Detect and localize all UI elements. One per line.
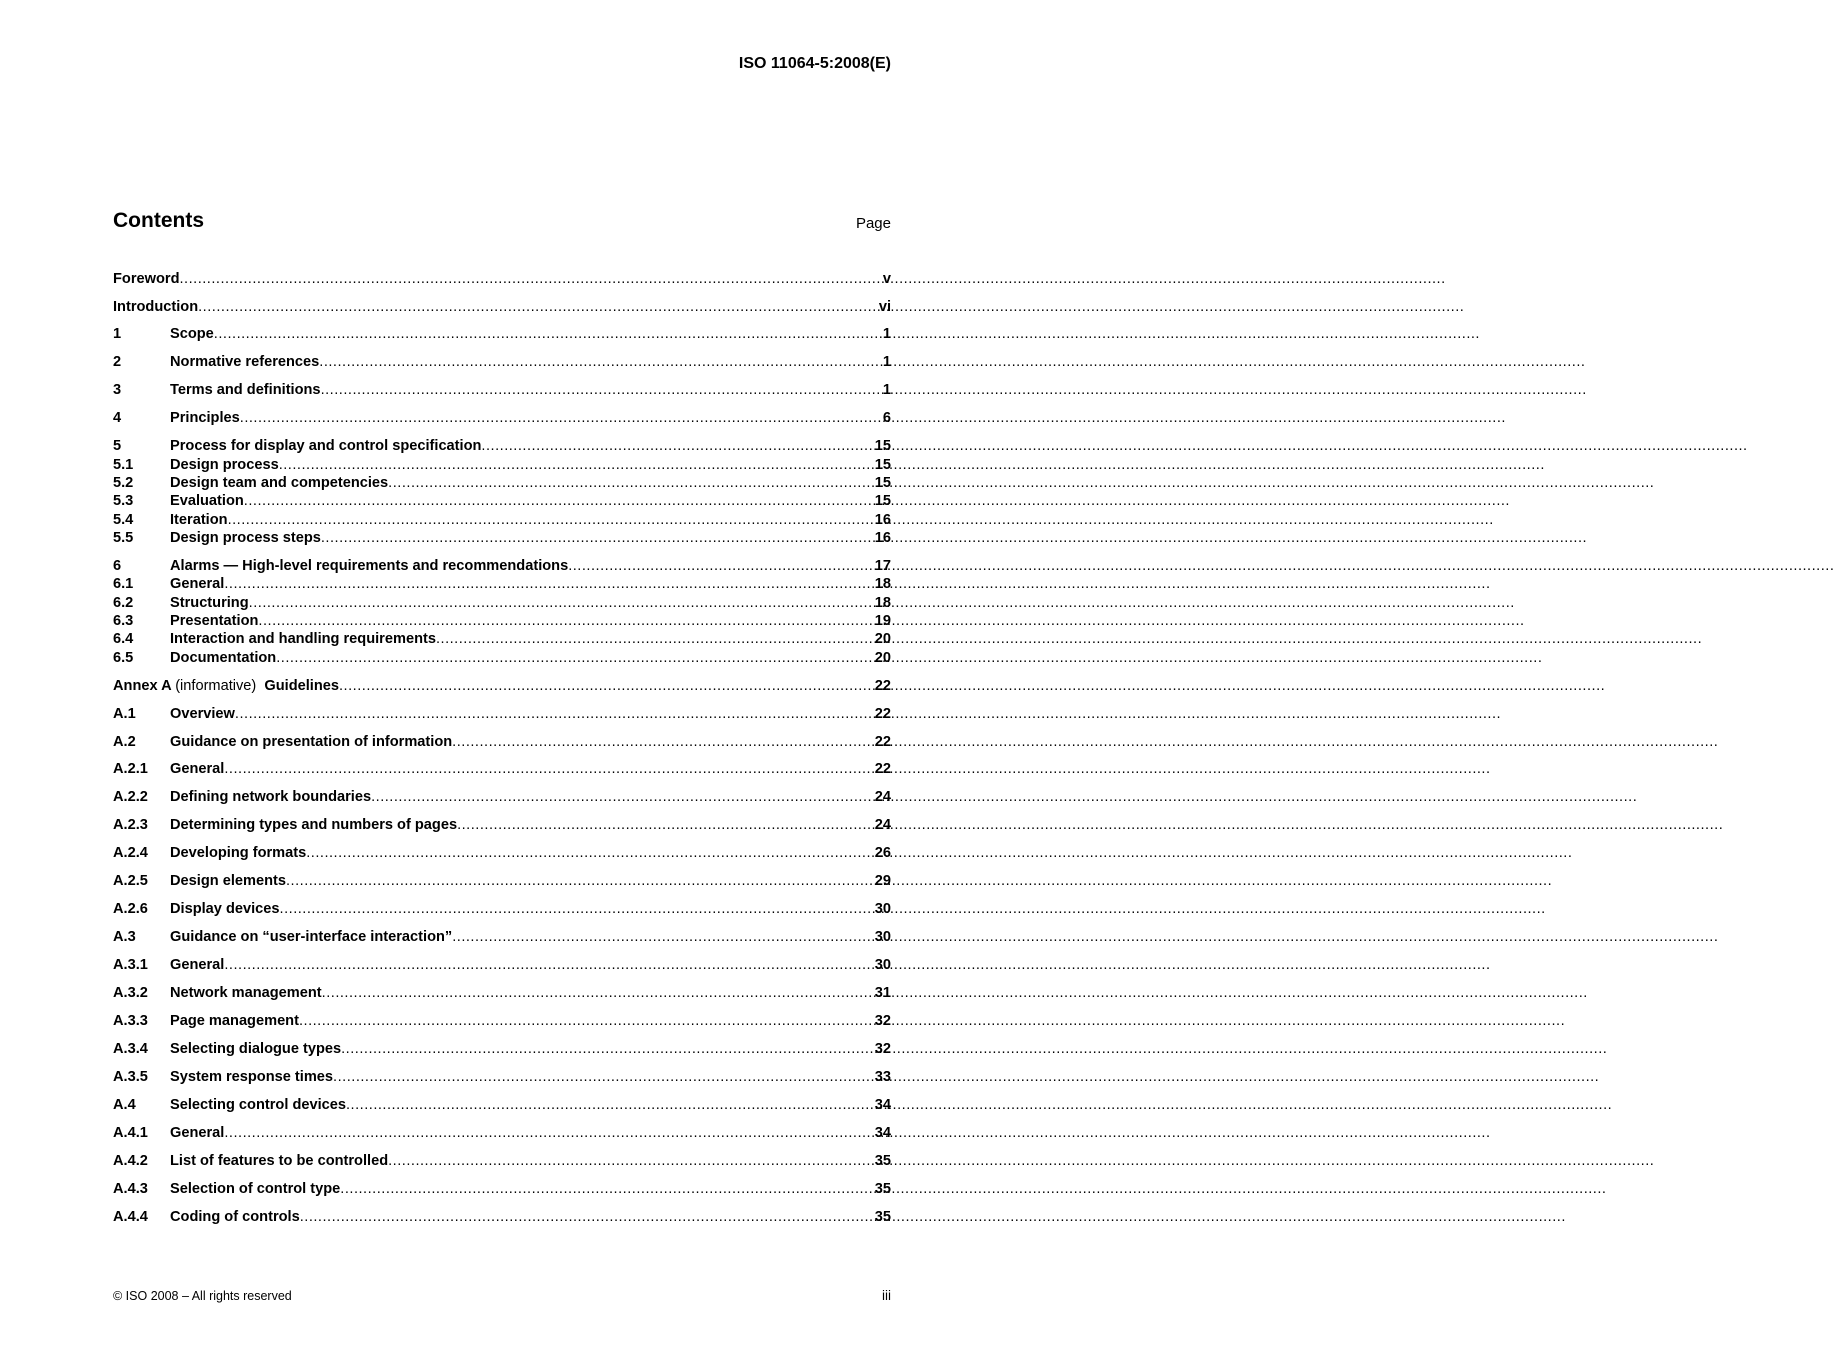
toc-entry-title: Evaluation: [170, 493, 244, 509]
toc-entry-page: 32: [874, 1041, 891, 1057]
toc-entry[interactable]: [113, 456, 891, 475]
toc-entry-title: Structuring: [170, 595, 249, 611]
toc-entry-number: 6.1: [113, 576, 134, 592]
toc-entry[interactable]: [113, 557, 891, 576]
toc-entry[interactable]: [113, 872, 891, 891]
toc-entry[interactable]: [113, 1012, 891, 1031]
toc-entry-number: 2: [113, 354, 122, 370]
toc-entry-page: 24: [874, 817, 891, 833]
dot-leader: [321, 529, 873, 548]
toc-entry-title: Display devices: [170, 901, 280, 917]
toc-entry-title: List of features to be controlled: [170, 1153, 389, 1169]
dot-leader: [436, 630, 873, 649]
toc-entry-page: 22: [874, 761, 891, 777]
toc-entry[interactable]: [113, 760, 891, 779]
toc-entry-number: A.1: [113, 706, 136, 722]
toc-entry[interactable]: [113, 511, 891, 530]
dot-leader: [214, 325, 881, 344]
toc-entry-title: Coding of controls: [170, 1209, 300, 1225]
toc-entry-page: 24: [874, 789, 891, 805]
table-of-contents: [113, 0, 891, 1345]
toc-entry-title: Documentation: [170, 650, 277, 666]
toc-entry[interactable]: [113, 733, 891, 752]
toc-entry-title: Defining network boundaries: [170, 789, 372, 805]
toc-entry-number: A.2.4: [113, 845, 148, 861]
toc-entry-page: 17: [874, 558, 891, 574]
dot-leader: [179, 270, 880, 289]
dot-leader: [244, 492, 873, 511]
toc-entry-number: 1: [113, 326, 122, 342]
toc-entry-title: Guidance on “user-interface interaction”: [170, 929, 453, 945]
contents-heading: Contents: [113, 209, 204, 232]
toc-entry-title: Determining types and numbers of pages: [170, 817, 458, 833]
dot-leader: [276, 649, 873, 668]
toc-entry[interactable]: [113, 298, 891, 317]
toc-entry-title: General: [170, 1125, 225, 1141]
toc-entry-number: A.2.3: [113, 817, 148, 833]
dot-leader: [341, 1040, 873, 1059]
toc-entry[interactable]: [113, 1040, 891, 1059]
toc-entry-page: 15: [874, 493, 891, 509]
toc-entry-number: A.4.2: [113, 1153, 148, 1169]
toc-entry-page: 35: [874, 1209, 891, 1225]
toc-entry[interactable]: [113, 1068, 891, 1087]
toc-entry[interactable]: [113, 409, 891, 428]
toc-entry[interactable]: [113, 630, 891, 649]
toc-entry[interactable]: [113, 788, 891, 807]
toc-entry-title: Selecting dialogue types: [170, 1041, 342, 1057]
dot-leader: [452, 733, 873, 752]
dot-leader: [346, 1096, 873, 1115]
toc-entry[interactable]: [113, 705, 891, 724]
toc-entry-page: v: [882, 271, 891, 287]
toc-entry-title: Interaction and handling requirements: [170, 631, 436, 647]
dot-leader: [258, 612, 872, 631]
toc-entry-page: 18: [874, 595, 891, 611]
dot-leader: [224, 575, 872, 594]
toc-entry-number: A.2.6: [113, 901, 148, 917]
toc-entry-page: 1: [882, 326, 891, 342]
toc-entry-title: Selecting control devices: [170, 1097, 346, 1113]
toc-entry-title: Selection of control type: [170, 1181, 341, 1197]
toc-entry-title: General: [170, 761, 225, 777]
toc-entry-title: Annex A (informative) Guidelines: [113, 678, 339, 694]
toc-entry[interactable]: [113, 816, 891, 835]
toc-entry-title: Process for display and control specification: [170, 438, 482, 454]
toc-entry[interactable]: [113, 492, 891, 511]
dot-leader: [286, 872, 873, 891]
toc-entry-title: Foreword: [113, 271, 180, 287]
toc-entry-title: Developing formats: [170, 845, 307, 861]
toc-entry[interactable]: [113, 1096, 891, 1115]
toc-entry-number: 5: [113, 438, 122, 454]
toc-entry-page: 16: [874, 512, 891, 528]
toc-entry-title: General: [170, 576, 225, 592]
dot-leader: [452, 928, 873, 947]
toc-entry-page: 31: [874, 985, 891, 1001]
toc-entry-page: 1: [882, 354, 891, 370]
toc-entry-title: Introduction: [113, 299, 199, 315]
toc-entry-number: A.3.1: [113, 957, 148, 973]
toc-entry-page: 6: [882, 410, 891, 426]
toc-entry[interactable]: [113, 984, 891, 1003]
toc-entry-title: Alarms — High-level requirements and recommendations: [170, 558, 569, 574]
document-id: ISO 11064-5:2008(E): [738, 55, 891, 72]
toc-entry-page: 30: [874, 957, 891, 973]
toc-entry[interactable]: [113, 474, 891, 493]
toc-entry-page: 30: [874, 929, 891, 945]
toc-entry-title: Normative references: [170, 354, 320, 370]
toc-entry-number: A.2: [113, 734, 136, 750]
dot-leader: [224, 1124, 872, 1143]
toc-entry-number: 5.5: [113, 530, 134, 546]
toc-entry[interactable]: [113, 1180, 891, 1199]
dot-leader: [240, 409, 881, 428]
toc-entry[interactable]: [113, 1208, 891, 1227]
toc-entry[interactable]: [113, 612, 891, 631]
toc-entry-page: 22: [874, 706, 891, 722]
dot-leader: [333, 1068, 873, 1087]
page-column-label: Page: [855, 215, 891, 232]
toc-entry-page: 32: [874, 1013, 891, 1029]
toc-entry-number: A.3.2: [113, 985, 148, 1001]
toc-entry-page: 16: [874, 530, 891, 546]
toc-entry-title: Network management: [170, 985, 322, 1001]
toc-entry[interactable]: [113, 353, 891, 372]
toc-entry[interactable]: [113, 1124, 891, 1143]
dot-leader: [481, 437, 872, 456]
toc-entry-title: Design team and competencies: [170, 475, 389, 491]
toc-entry-page: 33: [874, 1069, 891, 1085]
dot-leader: [235, 705, 873, 724]
toc-entry-title: Iteration: [170, 512, 228, 528]
toc-entry-page: 15: [874, 438, 891, 454]
dot-leader: [224, 956, 872, 975]
toc-entry-number: A.2.1: [113, 761, 148, 777]
toc-entry-number: 6.2: [113, 595, 134, 611]
toc-entry-number: 3: [113, 382, 122, 398]
toc-entry-title: Design process: [170, 457, 279, 473]
toc-entry-number: A.4.4: [113, 1209, 148, 1225]
toc-entry-page: 35: [874, 1181, 891, 1197]
dot-leader: [279, 456, 873, 475]
toc-entry-title: Scope: [170, 326, 214, 342]
toc-entry-number: 6: [113, 558, 122, 574]
toc-entry-title: Terms and definitions: [170, 382, 321, 398]
toc-entry[interactable]: [113, 1152, 891, 1171]
toc-entry[interactable]: [113, 575, 891, 594]
toc-entry-number: 5.1: [113, 457, 134, 473]
toc-entry[interactable]: [113, 956, 891, 975]
toc-entry-page: 29: [874, 873, 891, 889]
toc-entry[interactable]: [113, 649, 891, 668]
toc-entry-page: 34: [874, 1097, 891, 1113]
toc-entry-number: A.3.5: [113, 1069, 148, 1085]
toc-entry-number: 5.4: [113, 512, 134, 528]
toc-entry[interactable]: [113, 594, 891, 613]
toc-entry-page: 20: [874, 650, 891, 666]
toc-entry[interactable]: [113, 381, 891, 400]
toc-entry-note: (informative): [175, 678, 257, 694]
toc-entry[interactable]: [113, 900, 891, 919]
toc-entry-page: 22: [874, 678, 891, 694]
toc-entry-title: System response times: [170, 1069, 334, 1085]
toc-entry[interactable]: [113, 437, 891, 456]
dot-leader: [249, 594, 873, 613]
toc-entry-number: A.4.3: [113, 1181, 148, 1197]
toc-entry-title: Presentation: [170, 613, 259, 629]
dot-leader: [299, 1012, 873, 1031]
dot-leader: [340, 1180, 872, 1199]
toc-entry-title: Page management: [170, 1013, 299, 1029]
page-number: iii: [882, 1288, 891, 1303]
toc-entry-number: A.3.4: [113, 1041, 148, 1057]
toc-entry-page: 15: [874, 475, 891, 491]
dot-leader: [388, 1152, 873, 1171]
dot-leader: [322, 984, 873, 1003]
toc-entry-page: 18: [874, 576, 891, 592]
dot-leader: [321, 381, 881, 400]
dot-leader: [224, 760, 872, 779]
toc-entry[interactable]: [113, 844, 891, 863]
toc-entry-page: vi: [878, 299, 891, 315]
dot-leader: [457, 816, 873, 835]
toc-entry-page: 22: [874, 734, 891, 750]
toc-entry-number: 6.5: [113, 650, 134, 666]
toc-entry-number: A.4.1: [113, 1125, 148, 1141]
dot-leader: [388, 474, 873, 493]
toc-entry-page: 1: [882, 382, 891, 398]
dot-leader: [371, 788, 873, 807]
toc-entry-number: 4: [113, 410, 122, 426]
toc-entry-title-rest: Guidelines: [264, 678, 339, 694]
toc-entry-title: General: [170, 957, 225, 973]
dot-leader: [568, 557, 873, 576]
toc-entry-number: A.3.3: [113, 1013, 148, 1029]
dot-leader: [280, 900, 873, 919]
toc-entry[interactable]: [113, 529, 891, 548]
toc-entry[interactable]: [113, 928, 891, 947]
dot-leader: [228, 511, 873, 530]
dot-leader: [300, 1208, 873, 1227]
toc-entry[interactable]: [113, 325, 891, 344]
dot-leader: [198, 298, 877, 317]
toc-entry-number: A.3: [113, 929, 136, 945]
toc-entry-number: A.2.5: [113, 873, 148, 889]
toc-entry-title: Principles: [170, 410, 240, 426]
toc-entry-page: 34: [874, 1125, 891, 1141]
toc-entry-number: A.4: [113, 1097, 136, 1113]
toc-entry-number: A.2.2: [113, 789, 148, 805]
toc-entry-page: 26: [874, 845, 891, 861]
toc-entry-number: 5.2: [113, 475, 134, 491]
copyright-notice: © ISO 2008 – All rights reserved: [113, 1289, 292, 1303]
toc-entry-page: 19: [874, 613, 891, 629]
toc-entry-page: 15: [874, 457, 891, 473]
toc-entry-title: Design elements: [170, 873, 286, 889]
dot-leader: [306, 844, 873, 863]
dot-leader: [339, 677, 873, 696]
toc-entry-page: 20: [874, 631, 891, 647]
toc-entry-title: Overview: [170, 706, 235, 722]
toc-entry-number: 6.4: [113, 631, 134, 647]
toc-entry-number: 6.3: [113, 613, 134, 629]
dot-leader: [319, 353, 881, 372]
toc-entry-title: Guidance on presentation of information: [170, 734, 453, 750]
toc-entry-page: 30: [874, 901, 891, 917]
toc-entry-page: 35: [874, 1153, 891, 1169]
toc-entry[interactable]: [113, 677, 891, 696]
toc-entry-title: Design process steps: [170, 530, 321, 546]
toc-entry[interactable]: [113, 270, 891, 289]
toc-entry-number: 5.3: [113, 493, 134, 509]
